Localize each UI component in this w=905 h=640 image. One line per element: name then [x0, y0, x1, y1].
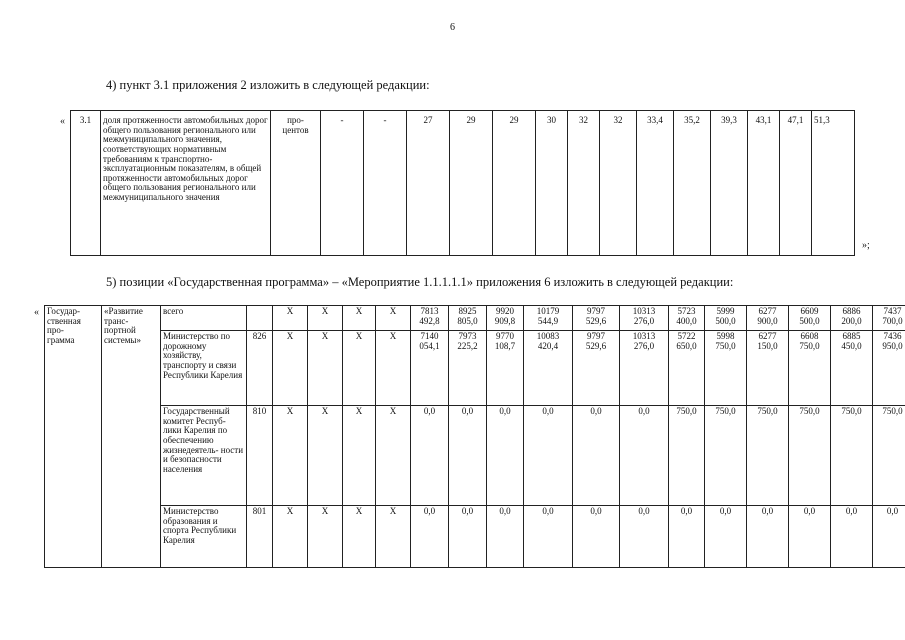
value-cell: 7140 054,1	[411, 331, 449, 406]
value-cell: 750,0	[873, 406, 905, 506]
x-cell: X	[273, 406, 308, 506]
value-cell: 5998 750,0	[705, 331, 747, 406]
indicator-description: доля протяженности автомобильных дорог общего пользования регионального или межмуниципального значения, соответствующих нормативным требованиям к транспортно-эксплуатационным показателям, в общей протяженности автомобильных дорог общего пользования регионального или межмуниципального значения	[101, 111, 271, 256]
value-cell: 6885 450,0	[831, 331, 873, 406]
executor-cell: Министерство образования и спорта Республики Карелия	[161, 506, 247, 568]
value-cell: 0,0	[487, 506, 524, 568]
value-cell: 9920 909,8	[487, 306, 524, 331]
value-cell: 10313 276,0	[620, 331, 669, 406]
table-row	[45, 406, 905, 506]
x-cell: X	[273, 331, 308, 406]
value-cell: -	[364, 111, 407, 256]
value-cell: 30	[536, 111, 568, 256]
x-cell: X	[273, 506, 308, 568]
x-cell: X	[376, 331, 411, 406]
value-cell: 8925 805,0	[449, 306, 487, 331]
value-cell: 0,0	[449, 506, 487, 568]
value-cell: 0,0	[620, 506, 669, 568]
value-cell: 6277 900,0	[747, 306, 789, 331]
x-cell: X	[343, 506, 376, 568]
x-cell: X	[308, 506, 343, 568]
section5-open-quote: «	[34, 307, 39, 318]
x-cell: X	[343, 331, 376, 406]
value-cell: 5723 400,0	[669, 306, 705, 331]
table-row	[45, 306, 905, 331]
value-cell: 6608 750,0	[789, 331, 831, 406]
section5-table	[44, 305, 905, 568]
value-cell: 7437 700,0	[873, 306, 905, 331]
x-cell: X	[376, 406, 411, 506]
executor-cell: всего	[161, 306, 247, 331]
value-cell: 750,0	[831, 406, 873, 506]
executor-cell: Государственный комитет Респуб- лики Карелия по обеспечению жизнедеятель- ности и безопасности населения	[161, 406, 247, 506]
value-cell: 6886 200,0	[831, 306, 873, 331]
x-cell: X	[308, 306, 343, 331]
value-cell: 0,0	[411, 406, 449, 506]
section5-heading: 5) позиции «Государственная программа» – «Мероприятие 1.1.1.1.1» приложения 6 изложить в следующей редакции:	[106, 275, 734, 289]
value-cell: 0,0	[620, 406, 669, 506]
value-cell: 0,0	[789, 506, 831, 568]
executor-cell: Министерство по дорожному хозяйству, транспорту и связи Республики Карелия	[161, 331, 247, 406]
x-cell: X	[376, 506, 411, 568]
value-cell: 10179 544,9	[524, 306, 573, 331]
value-cell: 0,0	[411, 506, 449, 568]
value-cell: 0,0	[573, 406, 620, 506]
value-cell: 0,0	[573, 506, 620, 568]
x-cell: X	[343, 406, 376, 506]
value-cell: 0,0	[669, 506, 705, 568]
row-number: 3.1	[71, 111, 101, 256]
code-cell: 810	[247, 406, 273, 506]
value-cell: 750,0	[789, 406, 831, 506]
value-cell: 0,0	[873, 506, 905, 568]
value-cell: 0,0	[831, 506, 873, 568]
value-cell: -	[321, 111, 364, 256]
value-cell: 0,0	[705, 506, 747, 568]
value-cell: 39,3	[711, 111, 748, 256]
section4-heading: 4) пункт 3.1 приложения 2 изложить в следующей редакции:	[106, 78, 430, 92]
code-cell	[247, 306, 273, 331]
value-cell: 7973 225,2	[449, 331, 487, 406]
value-cell: 47,1	[780, 111, 812, 256]
code-cell: 801	[247, 506, 273, 568]
value-cell: 750,0	[705, 406, 747, 506]
x-cell: X	[273, 306, 308, 331]
table-row	[71, 111, 855, 256]
value-cell: 6609 500,0	[789, 306, 831, 331]
value-cell: 5722 650,0	[669, 331, 705, 406]
value-cell: 9770 108,7	[487, 331, 524, 406]
value-cell: 9797 529,6	[573, 306, 620, 331]
value-cell: 7813 492,8	[411, 306, 449, 331]
code-cell: 826	[247, 331, 273, 406]
section4-close-quote: »;	[862, 240, 870, 251]
program-name-cell: «Развитие транс- портной системы»	[102, 306, 161, 568]
value-cell: 0,0	[747, 506, 789, 568]
page-number: 6	[450, 22, 455, 33]
value-cell: 43,1	[748, 111, 780, 256]
value-cell: 0,0	[487, 406, 524, 506]
value-cell: 35,2	[674, 111, 711, 256]
table-row	[45, 331, 905, 406]
value-cell: 750,0	[669, 406, 705, 506]
value-cell: 29	[450, 111, 493, 256]
x-cell: X	[308, 406, 343, 506]
value-cell: 9797 529,6	[573, 331, 620, 406]
x-cell: X	[343, 306, 376, 331]
table-row	[45, 506, 905, 568]
value-cell: 0,0	[524, 506, 573, 568]
value-cell: 7436 950,0	[873, 331, 905, 406]
value-cell: 750,0	[747, 406, 789, 506]
value-cell: 29	[493, 111, 536, 256]
value-cell: 33,4	[637, 111, 674, 256]
section4-table	[70, 110, 855, 256]
value-cell: 0,0	[449, 406, 487, 506]
section4-open-quote: «	[60, 116, 65, 127]
x-cell: X	[376, 306, 411, 331]
unit-cell: про- центов	[271, 111, 321, 256]
value-cell: 32	[568, 111, 600, 256]
value-cell: 51,3	[812, 111, 855, 256]
value-cell: 10313 276,0	[620, 306, 669, 331]
value-cell: 27	[407, 111, 450, 256]
value-cell: 5999 500,0	[705, 306, 747, 331]
status-cell: Государ- ственная про- грамма	[45, 306, 102, 568]
value-cell: 0,0	[524, 406, 573, 506]
value-cell: 6277 150,0	[747, 331, 789, 406]
value-cell: 32	[600, 111, 637, 256]
x-cell: X	[308, 331, 343, 406]
value-cell: 10083 420,4	[524, 331, 573, 406]
